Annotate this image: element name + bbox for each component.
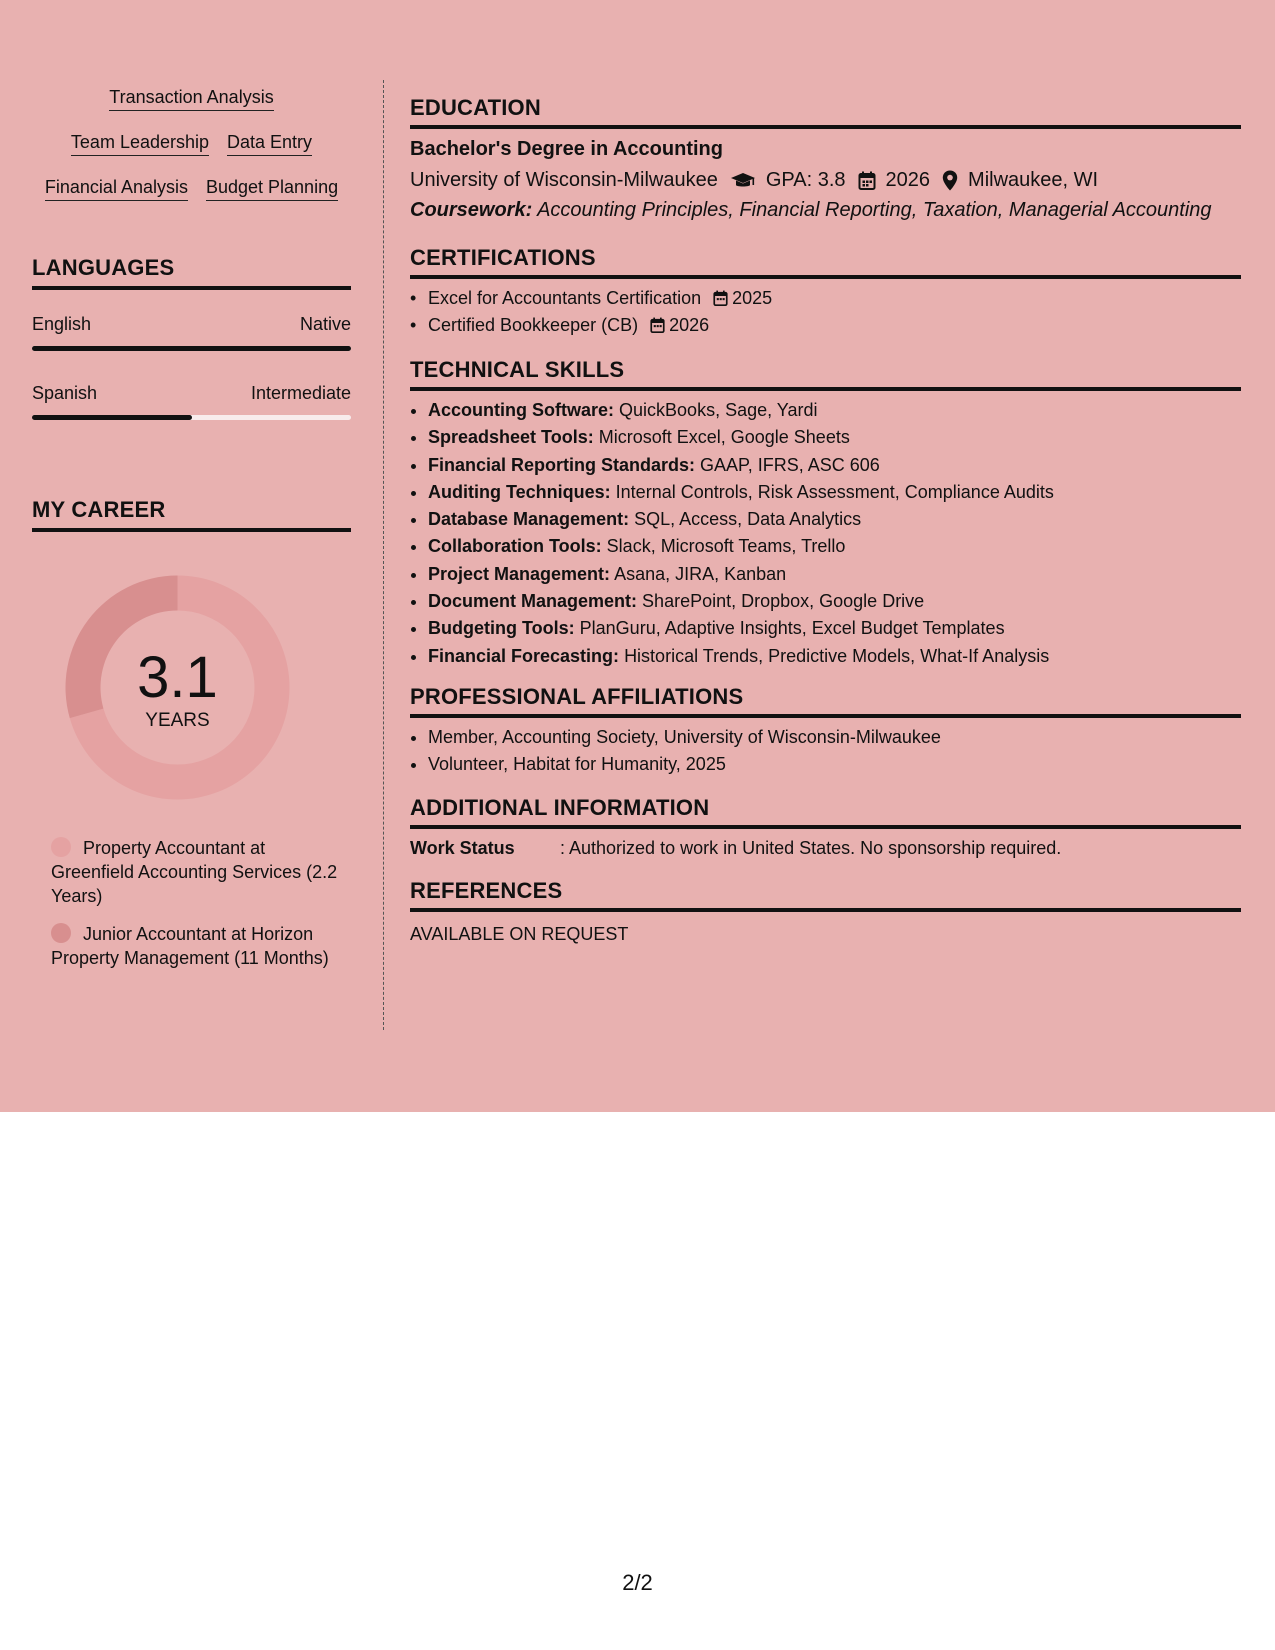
certification-year: 2026 xyxy=(669,315,710,336)
references-text: AVAILABLE ON REQUEST xyxy=(410,924,629,944)
certifications-heading: CERTIFICATIONS xyxy=(410,245,1241,279)
technical-skill-item xyxy=(428,397,1241,424)
certification-name: • Excel for Accountants Certification xyxy=(428,288,702,308)
skill-label: Financial Forecasting: xyxy=(428,645,620,666)
references-section xyxy=(410,878,1241,945)
skill-label: Project Management: xyxy=(428,563,611,584)
skill-value: Microsoft Excel, Google Sheets xyxy=(598,427,850,448)
language-bar-fill xyxy=(32,415,192,420)
certification-item xyxy=(428,285,1241,312)
career-item-text: Junior Accountant at Horizon Property Management (11 Months) xyxy=(51,924,329,968)
skill-value: PlanGuru, Adaptive Insights, Excel Budget Templates xyxy=(579,618,1005,639)
career-total-unit: YEARS xyxy=(145,710,210,731)
technical-skill-item xyxy=(428,533,1241,560)
work-status-label: Work Status xyxy=(410,838,515,858)
technical-skill-item xyxy=(428,588,1241,615)
coursework-label: Coursework: xyxy=(410,199,533,221)
technical-skill-item xyxy=(428,561,1241,588)
school-name: University of Wisconsin-Milwaukee xyxy=(410,169,718,191)
technical-skills-section xyxy=(410,357,1241,670)
school-line xyxy=(410,169,1241,192)
technical-skills-list xyxy=(410,397,1241,670)
career-item-text: Property Accountant at Greenfield Accounting Services (2.2 Years) xyxy=(51,838,338,906)
skill-value: SQL, Access, Data Analytics xyxy=(634,509,862,530)
skill-tag: Data Entry xyxy=(227,131,312,156)
language-bar-fill xyxy=(32,346,351,351)
calendar-icon xyxy=(650,317,665,334)
graduation-cap-icon xyxy=(730,171,756,191)
school-location: Milwaukee, WI xyxy=(968,169,1099,191)
degree-title: Bachelor's Degree in Accounting xyxy=(410,138,723,160)
affiliation-item: • Member, Accounting Society, University of Wisconsin-Milwaukee xyxy=(428,724,1241,751)
technical-skills-heading: TECHNICAL SKILLS xyxy=(410,357,1241,391)
references-heading: REFERENCES xyxy=(410,878,1241,912)
skill-label: Database Management: xyxy=(428,509,630,530)
certification-year: 2025 xyxy=(732,288,773,308)
language-level: Native xyxy=(299,314,351,334)
language-bar xyxy=(32,346,351,351)
education-section xyxy=(410,95,1241,222)
affiliations-section xyxy=(410,684,1241,779)
column-divider xyxy=(383,80,384,1030)
career-item xyxy=(51,922,341,970)
skill-value: Slack, Microsoft Teams, Trello xyxy=(606,536,846,557)
work-status-value: : Authorized to work in United States. No sponsorship required. xyxy=(560,838,1062,858)
language-spanish xyxy=(32,383,351,420)
skill-label: Financial Reporting Standards: xyxy=(428,454,696,475)
career-legend-dot xyxy=(51,923,71,943)
calendar-icon xyxy=(713,290,728,307)
skill-tag: Financial Analysis xyxy=(45,176,188,201)
technical-skill-item xyxy=(428,506,1241,533)
skill-row xyxy=(32,176,351,221)
technical-skill-item xyxy=(428,452,1241,479)
technical-skill-item xyxy=(428,479,1241,506)
skill-label: Accounting Software: xyxy=(428,400,615,420)
language-bar xyxy=(32,415,351,420)
affiliations-heading: PROFESSIONAL AFFILIATIONS xyxy=(410,684,1241,718)
skill-value: Asana, JIRA, Kanban xyxy=(614,563,787,584)
affiliation-item: • Volunteer, Habitat for Humanity, 2025 xyxy=(428,751,1241,778)
skill-value: SharePoint, Dropbox, Google Drive xyxy=(642,591,925,612)
technical-skill-item xyxy=(428,424,1241,451)
skill-label: Spreadsheet Tools: xyxy=(428,427,594,448)
skill-value: GAAP, IFRS, ASC 606 xyxy=(700,454,880,475)
career-legend-dot xyxy=(51,837,71,857)
language-name: Spanish xyxy=(32,383,98,403)
skill-value: Internal Controls, Risk Assessment, Compliance Audits xyxy=(615,481,1054,502)
skill-label: Auditing Techniques: xyxy=(428,481,611,502)
additional-info-section xyxy=(410,795,1241,859)
technical-skill-item xyxy=(428,615,1241,642)
calendar-icon xyxy=(858,171,876,191)
coursework xyxy=(410,199,1241,222)
work-status-row xyxy=(410,838,1241,859)
skill-value: QuickBooks, Sage, Yardi xyxy=(619,400,818,420)
affiliations-list xyxy=(410,724,1241,779)
skill-value: Historical Trends, Predictive Models, What-If Analysis xyxy=(624,645,1050,666)
page-number: 2/2 xyxy=(622,1570,653,1595)
education-heading: EDUCATION xyxy=(410,95,1241,129)
languages-heading: LANGUAGES xyxy=(32,255,351,290)
career-total-value: 3.1 xyxy=(137,645,218,710)
language-english xyxy=(32,314,351,351)
language-name: English xyxy=(32,314,92,334)
coursework-list: Accounting Principles, Financial Reporting, Taxation, Managerial Accounting xyxy=(537,199,1212,221)
graduation-year: 2026 xyxy=(885,169,931,191)
additional-info-heading: ADDITIONAL INFORMATION xyxy=(410,795,1241,829)
skill-label: Budgeting Tools: xyxy=(428,618,575,639)
language-level: Intermediate xyxy=(250,383,351,403)
technical-skill-item xyxy=(428,643,1241,670)
certifications-list xyxy=(410,285,1241,340)
skill-label: Document Management: xyxy=(428,591,638,612)
skill-row xyxy=(32,86,351,131)
gpa: GPA: 3.8 xyxy=(765,169,846,191)
certification-name: • Certified Bookkeeper (CB) xyxy=(428,315,639,336)
skill-row xyxy=(32,131,351,176)
career-item xyxy=(51,836,341,908)
skill-tags xyxy=(32,86,351,221)
career-heading: MY CAREER xyxy=(32,497,351,532)
skill-tag: Transaction Analysis xyxy=(109,86,273,111)
certification-item xyxy=(428,312,1241,339)
skill-tag: Team Leadership xyxy=(71,131,209,156)
certifications-section xyxy=(410,245,1241,340)
skill-tag: Budget Planning xyxy=(206,176,338,201)
skill-label: Collaboration Tools: xyxy=(428,536,602,557)
location-pin-icon xyxy=(942,170,958,191)
